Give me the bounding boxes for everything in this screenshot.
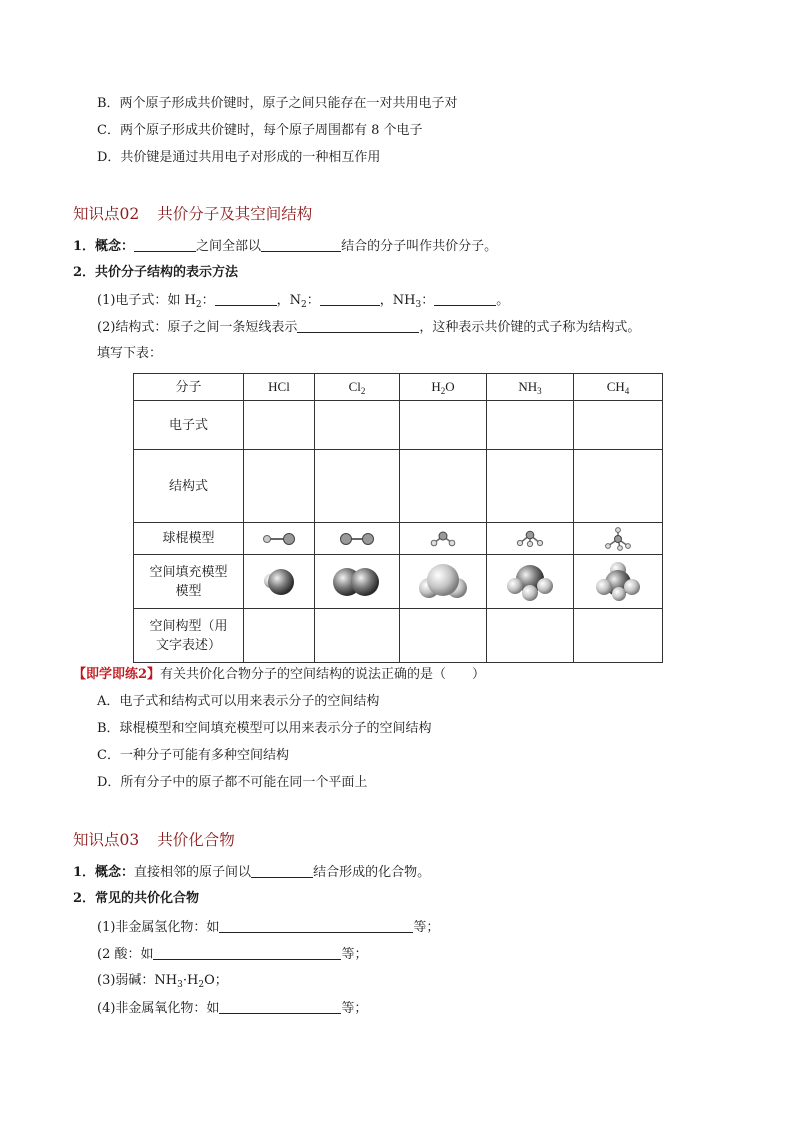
- mol-name: NH: [518, 379, 538, 394]
- section-heading: 共价化合物: [157, 831, 235, 849]
- mol-name: CH: [606, 379, 625, 394]
- methods-heading: 2．共价分子结构的表示方法: [73, 265, 239, 280]
- practice-question-text: 有关共价化合物分子的空间结构的说法正确的是（ ）: [160, 667, 486, 682]
- mol-name: H: [431, 379, 441, 394]
- subscript: 3: [177, 980, 183, 990]
- concept-label: 1．概念：: [73, 865, 135, 880]
- oxides-line: [97, 999, 367, 1018]
- cell-input[interactable]: [400, 609, 487, 663]
- header-ch4: [574, 374, 663, 401]
- space-fill-cl2-icon: [327, 562, 387, 602]
- option-c: C．两个原子形成共价键时，每个原子周围都有 8 个电子: [97, 123, 423, 138]
- electron-formula-text: (1)电子式：如 H: [97, 293, 196, 308]
- ball-stick-hcl: [244, 523, 315, 555]
- concept-line: [73, 237, 497, 256]
- space-fill-ch4-icon: [592, 560, 644, 604]
- oxides-text: (4)非金属氧化物：如: [97, 1001, 220, 1016]
- space-fill-ch4: [574, 555, 663, 609]
- cell-input[interactable]: [574, 609, 663, 663]
- ball-stick-hcl-icon: [259, 531, 299, 547]
- section-title-03: [73, 828, 235, 850]
- concept-text-end: 结合的分子叫作共价分子。: [341, 239, 498, 254]
- subscript: 2: [360, 386, 366, 396]
- row-label-line: 空间构型（用: [149, 618, 228, 634]
- colon: ：: [421, 293, 435, 308]
- ball-stick-cl2: [315, 523, 400, 555]
- practice-option-b[interactable]: B．球棍模型和空间填充模型可以用来表示分子的空间结构: [97, 721, 432, 736]
- practice-option-c[interactable]: C．一种分子可能有多种空间结构: [97, 748, 289, 763]
- cell-input[interactable]: [244, 609, 315, 663]
- acids-end: 等；: [341, 947, 368, 962]
- blank-hydrides[interactable]: [219, 918, 413, 933]
- colon: ：: [306, 293, 320, 308]
- row-label-line: 模型: [175, 583, 202, 599]
- blank-nh3[interactable]: [434, 291, 496, 306]
- weak-base-mid: ·H: [182, 973, 199, 988]
- structural-formula-text: (2)结构式：原子之间一条短线表示: [97, 320, 298, 335]
- oxides-end: 等；: [341, 1001, 368, 1016]
- acids-text: (2 酸：如: [97, 947, 154, 962]
- section-number: 知识点02: [73, 205, 140, 223]
- mol-tail: O: [445, 379, 455, 394]
- concept-text-end: 结合形成的化合物。: [313, 865, 431, 880]
- cell-input[interactable]: [487, 401, 574, 450]
- header-h2o: [400, 374, 487, 401]
- blank-structural[interactable]: [297, 318, 419, 333]
- space-fill-cl2: [315, 555, 400, 609]
- n2-label: ，N: [276, 293, 302, 308]
- header-hcl: [244, 374, 315, 401]
- space-fill-hcl-icon: [259, 562, 299, 602]
- mol-name: Cl: [348, 379, 361, 394]
- weak-base-end: O；: [204, 973, 228, 988]
- common-compounds-heading: 2．常见的共价化合物: [73, 891, 200, 906]
- header-cl2: [315, 374, 400, 401]
- ball-stick-h2o: [400, 523, 487, 555]
- nh3-label: ，NH: [379, 293, 416, 308]
- weak-base-line: [97, 972, 228, 990]
- blank-bond[interactable]: [251, 863, 313, 878]
- space-fill-nh3: [487, 555, 574, 609]
- subscript: 2: [195, 300, 202, 310]
- ball-stick-h2o-icon: [428, 530, 458, 548]
- concept-label: 1．概念：: [73, 239, 135, 254]
- cell-input[interactable]: [315, 450, 400, 523]
- practice-option-d[interactable]: D．所有分子中的原子都不可能在同一个平面上: [97, 775, 368, 790]
- row-label-line: 文字表述）: [155, 637, 221, 653]
- ball-stick-nh3: [487, 523, 574, 555]
- row-label-structural: 结构式: [134, 450, 244, 523]
- option-b: B．两个原子形成共价键时，原子之间只能存在一对共用电子对: [97, 96, 458, 111]
- electron-formula-line: [97, 291, 509, 310]
- concept-text-mid: 之间全部以: [196, 239, 262, 254]
- practice-question: [73, 666, 485, 684]
- ball-stick-cl2-icon: [337, 531, 377, 547]
- mol-name: HCl: [268, 379, 290, 394]
- colon: ：: [201, 293, 215, 308]
- cell-input[interactable]: [400, 450, 487, 523]
- subscript: 3: [537, 386, 542, 396]
- structural-formula-end: ，这种表示共价键的式子称为结构式。: [419, 320, 641, 335]
- cell-input[interactable]: [244, 450, 315, 523]
- subscript: 4: [624, 386, 630, 396]
- cell-input[interactable]: [315, 401, 400, 450]
- molecule-table: [133, 373, 663, 663]
- ball-stick-ch4: [574, 523, 663, 555]
- cell-input[interactable]: [574, 450, 663, 523]
- subscript: 2: [301, 300, 307, 310]
- cell-input[interactable]: [487, 609, 574, 663]
- subscript: 3: [415, 300, 422, 310]
- concept-text: 直接相邻的原子间以: [134, 865, 252, 880]
- blank-n2[interactable]: [320, 291, 380, 306]
- row-label-ball-stick: 球棍模型: [134, 523, 244, 555]
- blank-h2[interactable]: [215, 291, 277, 306]
- blank-2[interactable]: [261, 237, 341, 252]
- row-label-space-filling: [134, 555, 244, 609]
- option-d: D．共价键是通过共用电子对形成的一种相互作用: [97, 150, 381, 165]
- subscript: 2: [440, 386, 446, 396]
- ball-stick-nh3-icon: [515, 530, 545, 548]
- hydrides-end: 等；: [413, 920, 440, 935]
- cell-input[interactable]: [315, 609, 400, 663]
- space-fill-hcl: [244, 555, 315, 609]
- blank-oxides[interactable]: [219, 999, 341, 1014]
- cell-input[interactable]: [400, 401, 487, 450]
- blank-1[interactable]: [134, 237, 196, 252]
- section-heading: 共价分子及其空间结构: [157, 205, 313, 223]
- blank-acids[interactable]: [153, 945, 341, 960]
- row-label-electron: 电子式: [134, 401, 244, 450]
- subscript: 2: [198, 980, 205, 990]
- practice-tag: 【即学即练2】: [73, 667, 161, 682]
- row-label-line: 空间填充模型: [149, 564, 228, 580]
- section-number: 知识点03: [73, 831, 140, 849]
- space-fill-h2o-icon: [416, 560, 470, 604]
- header-nh3: [487, 374, 574, 401]
- table-corner: 分子: [134, 374, 244, 401]
- weak-base-text: (3)弱碱：NH: [97, 973, 178, 988]
- concept-line-03: [73, 863, 430, 882]
- practice-option-a[interactable]: A．电子式和结构式可以用来表示分子的空间结构: [97, 694, 380, 709]
- fill-table-label: 填写下表：: [97, 346, 163, 361]
- period: 。: [496, 293, 510, 308]
- cell-input[interactable]: [244, 401, 315, 450]
- hydrides-text: (1)非金属氢化物：如: [97, 920, 220, 935]
- structural-formula-line: [97, 318, 640, 337]
- acids-line: [97, 945, 368, 964]
- row-label-shape: [134, 609, 244, 663]
- space-fill-nh3-icon: [504, 560, 556, 604]
- cell-input[interactable]: [574, 401, 663, 450]
- cell-input[interactable]: [487, 450, 574, 523]
- space-fill-h2o: [400, 555, 487, 609]
- hydrides-line: [97, 918, 439, 937]
- section-title-02: [73, 202, 312, 224]
- ball-stick-ch4-icon: [603, 527, 633, 551]
